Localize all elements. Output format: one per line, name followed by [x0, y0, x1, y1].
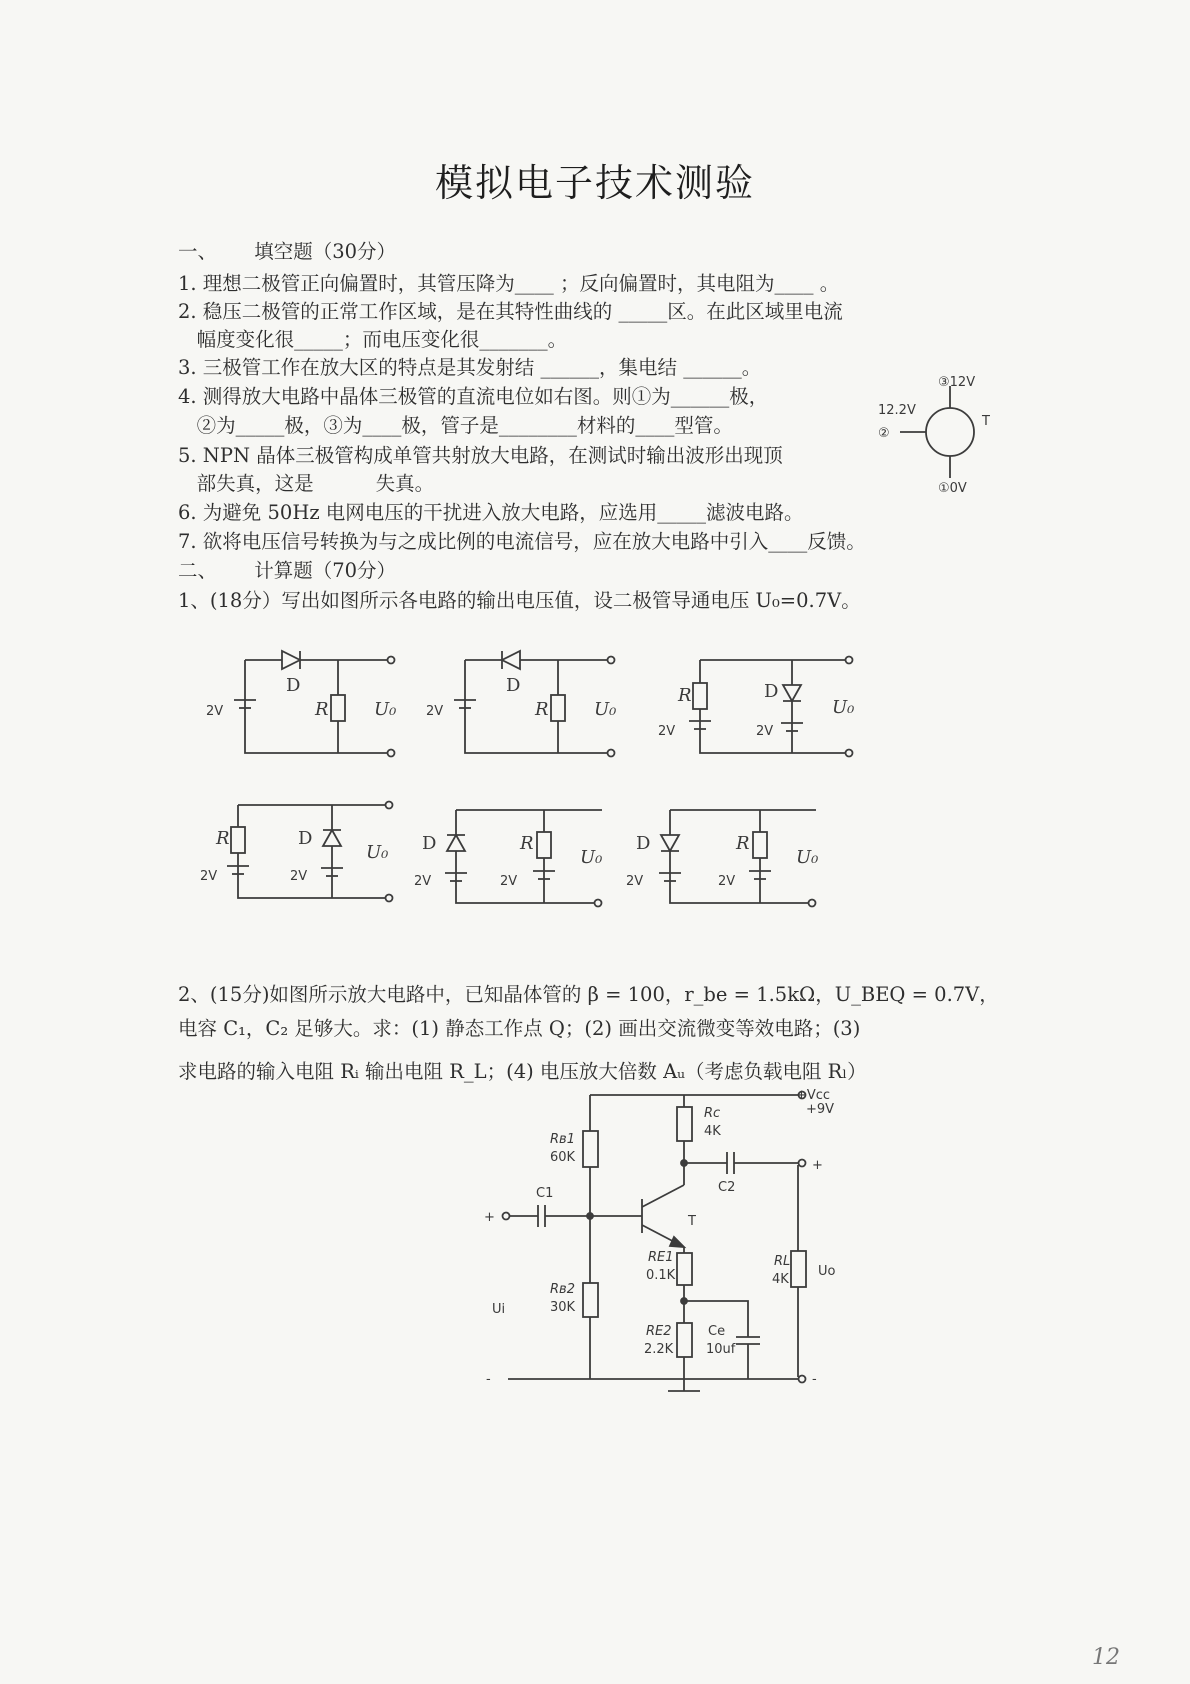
uo-label: Uo	[818, 1264, 836, 1279]
re2-label: RE2	[646, 1324, 672, 1339]
pin2-label: ②	[878, 426, 890, 441]
resistor-label: R	[535, 699, 549, 720]
diode-label: D	[286, 675, 301, 696]
question-6: 6. 为避免 50Hz 电网电压的干扰进入放大电路，应选用_____滤波电路。	[178, 501, 804, 524]
re2-value: 2.2K	[644, 1342, 674, 1357]
resistor-icon	[537, 832, 551, 858]
rb2-resistor-icon	[583, 1283, 598, 1317]
resistor-label: R	[736, 833, 750, 854]
rb1-value: 60K	[550, 1150, 576, 1165]
transistor-label: T	[982, 414, 990, 429]
resistor-icon	[693, 683, 707, 709]
resistor-label: R	[678, 685, 692, 706]
ce-value: 10uf	[706, 1342, 736, 1357]
diode-circuit-a	[200, 645, 410, 765]
c2-label: C2	[718, 1180, 736, 1195]
problem-2-line3: 求电路的输入电阻 Rᵢ 输出电阻 R_L；(4) 电压放大倍数 Aᵤ（考虑负载电阻 Rₗ）	[178, 1060, 867, 1083]
source-label: 2V	[658, 724, 676, 739]
diode-icon	[661, 835, 679, 851]
re2-resistor-icon	[677, 1323, 692, 1357]
rb2-value: 30K	[550, 1300, 576, 1315]
resistor-icon	[331, 695, 345, 721]
vcc-label: +Vcc	[796, 1088, 831, 1103]
problem-2-line1: 2、(15分)如图所示放大电路中，已知晶体管的 β = 100，r_be = 1.5kΩ，U_BEQ = 0.7V，	[178, 983, 999, 1006]
pin1-label: ①0V	[938, 481, 967, 496]
problem-2-line2: 电容 C₁，C₂ 足够大。求：(1) 静态工作点 Q；(2) 画出交流微变等效电路；(3)	[178, 1017, 861, 1040]
ui-label: Ui	[492, 1302, 506, 1317]
resistor-label: R	[315, 699, 329, 720]
question-7: 7. 欲将电压信号转换为与之成比例的电流信号，应在放大电路中引入____反馈。	[178, 530, 866, 553]
output-label: U₀	[594, 699, 617, 720]
output-label: U₀	[580, 847, 603, 868]
diode-label: D	[298, 828, 313, 849]
pin2-voltage-label: 12.2V	[878, 403, 916, 418]
rl-value: 4K	[772, 1272, 789, 1287]
transistor-arrow-icon	[670, 1237, 684, 1247]
question-4-line2: ②为_____极，③为____极，管子是________材料的____型管。	[178, 414, 733, 437]
diode-icon	[282, 651, 300, 669]
rl-resistor-icon	[791, 1251, 806, 1287]
amplifier-circuit	[470, 1085, 890, 1425]
diode-label: D	[506, 675, 521, 696]
question-2-line1: 2. 稳压二极管的正常工作区域，是在其特性曲线的 _____区。在此区域里电流	[178, 300, 843, 323]
rl-label: RL	[774, 1254, 791, 1269]
input-plus-label: +	[484, 1210, 495, 1225]
diode-circuit-c	[652, 645, 862, 765]
rb2-label: Rв2	[550, 1282, 575, 1297]
diode-label: D	[422, 833, 437, 854]
c1-label: C1	[536, 1186, 554, 1201]
source-label: 2V	[756, 724, 774, 739]
rb1-label: Rв1	[550, 1132, 575, 1147]
page-number: 12	[1092, 1645, 1120, 1670]
section1-heading: 一、 填空题（30分）	[178, 240, 397, 263]
re1-value: 0.1K	[646, 1268, 676, 1283]
resistor-icon	[231, 827, 245, 853]
source-label: 2V	[718, 874, 736, 889]
diode-icon	[502, 651, 520, 669]
question-2-line2: 幅度变化很_____；而电压变化很_______。	[178, 328, 568, 351]
output-plus-label: +	[812, 1158, 823, 1173]
transistor-potential-figure	[870, 370, 1020, 500]
diode-circuit-f	[626, 795, 836, 915]
output-label: U₀	[796, 847, 819, 868]
diode-icon	[323, 830, 341, 846]
source-label: 2V	[290, 869, 308, 884]
output-label: U₀	[366, 842, 389, 863]
output-label: U₀	[374, 699, 397, 720]
source-label: 2V	[626, 874, 644, 889]
vcc-value: +9V	[806, 1102, 835, 1117]
resistor-label: R	[216, 828, 230, 849]
rb1-resistor-icon	[583, 1131, 598, 1167]
diode-icon	[783, 685, 801, 701]
question-4-line1: 4. 测得放大电路中晶体三极管的直流电位如右图。则①为______极，	[178, 385, 769, 408]
transistor-label: T	[688, 1214, 696, 1229]
question-5-line2: 部失真，这是 失真。	[178, 472, 435, 495]
diode-label: D	[764, 681, 779, 702]
rc-value: 4K	[704, 1124, 721, 1139]
source-label: 2V	[200, 869, 218, 884]
page-title: 模拟电子技术测验	[434, 161, 755, 205]
source-label: 2V	[414, 874, 432, 889]
question-3: 3. 三极管工作在放大区的特点是其发射结 ______，集电结 ______。	[178, 356, 762, 379]
resistor-icon	[551, 695, 565, 721]
source-label: 2V	[206, 704, 224, 719]
re1-resistor-icon	[677, 1253, 692, 1285]
diode-label: D	[636, 833, 651, 854]
output-minus-label: -	[812, 1372, 817, 1387]
diode-circuit-e	[412, 795, 622, 915]
section2-heading: 二、 计算题（70分）	[178, 559, 397, 582]
diode-circuit-d	[196, 790, 406, 910]
ce-label: Ce	[708, 1324, 726, 1339]
rc-label: Rc	[704, 1106, 721, 1121]
diode-circuit-b	[420, 645, 630, 765]
source-label: 2V	[500, 874, 518, 889]
question-1: 1. 理想二极管正向偏置时，其管压降为____ ；反向偏置时，其电阻为____ 。	[178, 272, 840, 295]
problem-1: 1、(18分）写出如图所示各电路的输出电压值，设二极管导通电压 U₀=0.7V。	[178, 589, 861, 612]
pin3-label: ③12V	[938, 375, 976, 390]
transistor-symbol	[926, 408, 974, 456]
question-5-line1: 5. NPN 晶体三极管构成单管共射放大电路，在测试时输出波形出现顶	[178, 444, 783, 467]
resistor-label: R	[520, 833, 534, 854]
re1-label: RE1	[648, 1250, 674, 1265]
output-label: U₀	[832, 697, 855, 718]
resistor-icon	[753, 832, 767, 858]
diode-icon	[447, 835, 465, 851]
input-minus-label: -	[486, 1372, 491, 1387]
source-label: 2V	[426, 704, 444, 719]
rc-resistor-icon	[677, 1107, 692, 1141]
